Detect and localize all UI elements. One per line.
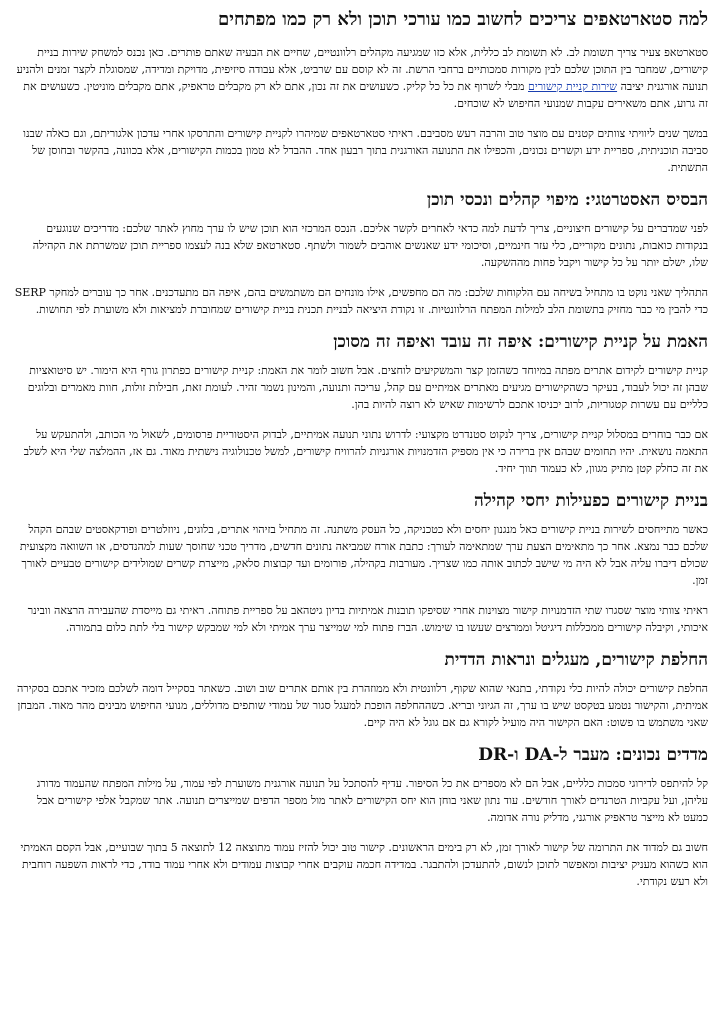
section-paragraph: ראיתי צוותי מוצר שסגרו שתי הזדמנויות קישור מצוינות אחרי שסיפקו תובנות אמיתיות בדיון גיטהאב על ספריית פתוחה. ראיתי גם מייסדת שהעבירה הרצאה וובינר איכותי, וקיבלה קישורים ממכללות דיגיטל וממרצים שעשו בו שימוש. הברז פתוח למי שמייצר ערך אמיתי ולא למי שמבקש קישור בלי לתת כלום בתמורה.	[27, 604, 708, 634]
section-paragraph: לפני שמדברים על קישורים חיצוניים, צריך לדעת למה כדאי לאחרים לקשר אליכם. הנכס המרכזי הוא תוכן שיש לו ערך מחוץ לאתר שלכם: מדריכים שנוגעים בנקודות כואבות, נתונים מקוריים, כלי עזר חינמיים, וסיכומי ידע שאנשים אוהבים לשמור ולשתף. סטארטאפ שלא בנה לעצמו ספריית תוכן שמשרתת את הקהילה שלו, ישלם יותר על כל קישור ויקבל פחות מההשקעה.	[32, 222, 708, 269]
section-paragraph: קניית קישורים לקידום אתרים מפתה במיוחד כשהזמן קצר והמשקיעים לוחצים. אבל חשוב לומר את האמת: קניית קישורים כפתרון גורף היא הימור. יש סיטואציות שבהן זה יכול לעבוד, בעיקר כשהקישורים מגיעים מאתרים אמיתיים עם קהל, עריכה ותנועה, והמינון נשמר זהיר. לעומת זאת, חבילות זולות, חוות מאמרים ובלוגים כלליים עם עשרות קטגוריות, לרוב יכניסו אתכם לרשימות שאיש לא רוצה להיות בהן.	[27, 364, 708, 411]
intro-text-start: סטארטאפ צעיר צריך תשומת לב. לא תשומת לב כללית, אלא כזו שמגיעה מקהלים רלוונטיים, שחיים את הבעיה שאתם פותרים. כאן נכנס למשחק שירות בניית קישורים, שמחבר בין התוכן שלכם לבין מקורות סמכותיים ברחבי הרשת. זה לא קוסם עם שרביט, אלא עבודה סיזיפית, מדויקת ומדידה, שמסוגלת לקצר זמנים ולהניע תנועה אורגנית יציבה	[16, 46, 708, 93]
section-paragraph: אם כבר בוחרים במסלול קניית קישורים, צריך לנקוט סטנדרט מקצועי: לדרוש נתוני תנועה אמיתיים, לבדוק היסטוריית פרסומים, לשאול מי הכותב, ולהתעקש על התאמה נושאית. יהיו תחומים שבהם אין ברירה כי אין מספיק הזדמנויות אורגניות להרוויח קישורים, למשל טכנולוגיה נישתית מאוד. גם אז, ההמלצה שלי היא לשלב את זה כחלק קטן מתיק מגוון, לא כעמוד תווך יחיד.	[23, 428, 708, 475]
intro-paragraph-2: במשך שנים ליוויתי צוותים קטנים עם מוצר טוב והרבה רעש מסביבם. ראיתי סטארטאפים שמיהרו לקניית קישורים והתרסקו אחרי עדכון אלגוריתם, וגם כאלה שבנו סביבה תוכניתית, ספריית ידע וקשרים נכונים, והכפילו את התנועה האורגנית בתוך רבעון אחד. ההבדל לא טמון בכמות הקישורים, אלא בכוונה, בהקשר ובחוסן של התשתית.	[23, 127, 708, 174]
section-paragraph: כאשר מתייחסים לשירות בניית קישורים כאל מנגנון יחסים ולא כטכניקה, כל העסק משתנה. זה מתחיל בזיהוי אתרים, בלוגים, ניוזלטרים ופודקאסטים שבהם הקהל שלכם כבר נמצא. אחר כך מתאימים הצעת ערך שמתאימה לעורך: כתבת אורח שמביאה נתונים חדשים, מדריך טכני שחוסך שעות למהנדסים, או השוואה מקצועית שכולם דיברו עליה אבל לא היה מי שישב לכתוב אותה כמו שצריך. מעורבות בקהילה, פורומים ועד קבוצות סלאק, מייצרת קשרים שמולידים קישורים טבעיים לאורך זמן.	[19, 523, 708, 587]
section-heading-strategy: הבסיס האסטרטגי: מיפוי קהלים ונכסי תוכן	[426, 190, 708, 210]
section-paragraph: חשוב גם למדוד את התרומה של קישור לאורך זמן, לא רק בימים הראשונים. קישור טוב יכול להזיז עמוד מתוצאה 12 לתוצאה 5 בתוך שבועיים, אבל הקסם האמיתי הוא כשהוא מעניק יציבות ומאפשר לתוכן לנשום, להתעדכן ולהתבגר. במדידה חכמה עוקבים אחרי קבוצות עמודים ולא אחרי עמוד בודד, כדי לראות השפעה רוחבית ולא רעש נקודתי.	[20, 841, 708, 888]
section-paragraph: קל להיתפס לדירוגי סמכות כלליים, אבל הם לא מספרים את כל הסיפור. עדיף להסתכל על תנועה אורגנית משוערת לפי עמוד, על מילות המפתח שהעמוד מדורג עליהן, ועל עקביות הטרנדים לאורך חודשים. עוד נתון שאני בוחן הוא יחס הקישורים לאתר מול מספר הדפים שמייצרים תנועה. אתר שמקבל אלפי קישורים אבל כמעט לא מייצר טראפיק אורגני, מדליק נורה אדומה.	[36, 777, 708, 824]
section-heading-buying-links: האמת על קניית קישורים: איפה זה עובד ואיפה זה מסוכן	[333, 332, 708, 352]
section-heading-link-exchange: החלפת קישורים, מעגלים ונראות הדדית	[444, 650, 708, 670]
intro-text-end: מבלי לשרוף את כל כל קליק. כשעושים את זה נכון, אתם לא רק מקבלים טראפיק, אתם מקבלים מוניטין. כשעושים את זה גרוע, אתם משאירים עקבות שמנועי החיפוש לא שוכחים.	[23, 80, 708, 110]
section-paragraph: החלפת קישורים יכולה להיות כלי נקודתי, בתנאי שהוא שקוף, רלוונטית ולא ממוזהרת בין אותם אתרים שוב ושוב. כשאתר בסקייל דומה לשלכם מזכיר אתכם בסקירה אמיתית, והקישור נטמע בטקסט שיש בו ערך, זה הגיוני ובריא. כשההחלפה הופכת למעגל סגור של עמודי שותפים מדוללים, מנועי החיפוש מבינים מהר מאוד. המבחן שאני משתמש בו פשוט: האם הקישור היה מועיל לקורא גם אם גוגל לא היה קיים.	[16, 682, 708, 729]
intro-paragraph-1	[12, 44, 708, 112]
section-heading-community: בניית קישורים כפעילות יחסי קהילה	[473, 491, 708, 511]
section-paragraph: התהליך שאני נוקט בו מתחיל בשיחה עם הלקוחות שלכם: מה הם מחפשים, אילו מונחים הם משתמשים בהם, איפה הם מתעדכנים. אחר כך עוברים למחקר SERP כדי להבין מי כבר מחזיק בתשומת הלב למילות המפתח הרלוונטיות. זו נקודת היציאה לבניית תכנית בניית קישורים שמחוברת למציאות ולא משוערת לפי תחושות.	[14, 286, 708, 316]
link-buy-links-service[interactable]: שירות קניית קישורים	[528, 80, 618, 93]
article-title: למה סטארטאפים צריכים לחשוב כמו עורכי תוכן ולא רק כמו מפתחים	[218, 9, 708, 30]
section-heading-metrics: מדדים נכונים: מעבר ל-DA ו-DR	[478, 745, 708, 765]
